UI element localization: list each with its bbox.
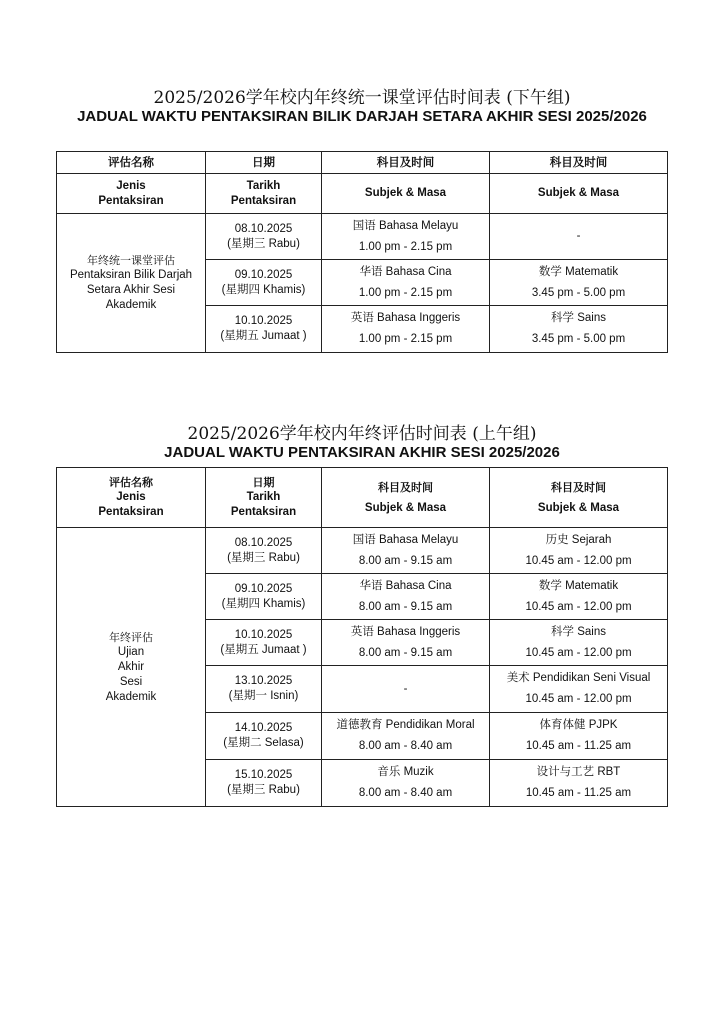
date-cell: 09.10.2025 (星期四 Khamis) [206,574,322,620]
header-date-zh: 日期 [206,152,322,174]
subject-cell: 科学 Sains 3.45 pm - 5.00 pm [490,306,668,353]
assessment-name-cell: 年终统一课堂评估 Pentaksiran Bilik Darjah Setara Akhir Sesi Akademik [57,214,206,353]
subject-cell: 国语 Bahasa Melayu 1.00 pm - 2.15 pm [322,214,490,260]
subject-cell: 英语 Bahasa Inggeris 1.00 pm - 2.15 pm [322,306,490,353]
morning-title-chinese: 2025/2026学年校内年终评估时间表 (上午组) [187,424,537,444]
header-assessment: 评估名称 Jenis Pentaksiran [57,468,206,528]
subject-cell: - [322,666,490,713]
subject-cell: 道德教育 Pendidikan Moral 8.00 am - 8.40 am [322,713,490,760]
date-cell: 10.10.2025 (星期五 Jumaat ) [206,306,322,353]
subject-cell: 华语 Bahasa Cina 1.00 pm - 2.15 pm [322,260,490,306]
assessment-name-cell: 年终评估 Ujian Akhir Sesi Akademik [57,528,206,807]
date-cell: 13.10.2025 (星期一 Isnin) [206,666,322,713]
subject-cell: 科学 Sains 10.45 am - 12.00 pm [490,620,668,666]
subject-cell: 历史 Sejarah 10.45 am - 12.00 pm [490,528,668,574]
morning-schedule-table [56,467,668,807]
table-row [57,528,668,574]
subject-cell: 音乐 Muzik 8.00 am - 8.40 am [322,760,490,807]
subject-cell: 美术 Pendidikan Seni Visual 10.45 am - 12.00 pm [490,666,668,713]
header-subject-time-zh-2: 科目及时间 [490,152,668,174]
afternoon-schedule-table [56,151,668,353]
header-date-ms: Tarikh Pentaksiran [206,174,322,214]
table-header-row [57,152,668,174]
date-cell: 08.10.2025 (星期三 Rabu) [206,528,322,574]
table-header-row-malay [57,174,668,214]
morning-title-malay: JADUAL WAKTU PENTAKSIRAN AKHIR SESI 2025/2026 [164,444,560,461]
afternoon-title-chinese: 2025/2026学年校内年终统一课堂评估时间表 (下午组) [153,88,571,108]
header-assessment-zh: 评估名称 [57,152,206,174]
subject-cell: 数学 Matematik 10.45 am - 12.00 pm [490,574,668,620]
subject-cell: - [490,214,668,260]
header-subject-time-zh: 科目及时间 [322,152,490,174]
date-cell: 14.10.2025 (星期二 Selasa) [206,713,322,760]
subject-cell: 数学 Matematik 3.45 pm - 5.00 pm [490,260,668,306]
date-cell: 15.10.2025 (星期三 Rabu) [206,760,322,807]
afternoon-title-malay: JADUAL WAKTU PENTAKSIRAN BILIK DARJAH SETARA AKHIR SESI 2025/2026 [77,108,647,125]
subject-cell: 体育体健 PJPK 10.45 am - 11.25 am [490,713,668,760]
header-subject-time-ms: Subjek & Masa [322,174,490,214]
header-assessment-ms: Jenis Pentaksiran [57,174,206,214]
subject-cell: 国语 Bahasa Melayu 8.00 am - 9.15 am [322,528,490,574]
header-subject-time-ms-2: Subjek & Masa [490,174,668,214]
header-date: 日期 Tarikh Pentaksiran [206,468,322,528]
table-row [57,214,668,260]
subject-cell: 华语 Bahasa Cina 8.00 am - 9.15 am [322,574,490,620]
header-subject-time-2: 科目及时间 Subjek & Masa [490,468,668,528]
subject-cell: 英语 Bahasa Inggeris 8.00 am - 9.15 am [322,620,490,666]
date-cell: 08.10.2025 (星期三 Rabu) [206,214,322,260]
header-subject-time: 科目及时间 Subjek & Masa [322,468,490,528]
table-header-row [57,468,668,528]
date-cell: 10.10.2025 (星期五 Jumaat ) [206,620,322,666]
subject-cell: 设计与工艺 RBT 10.45 am - 11.25 am [490,760,668,807]
date-cell: 09.10.2025 (星期四 Khamis) [206,260,322,306]
